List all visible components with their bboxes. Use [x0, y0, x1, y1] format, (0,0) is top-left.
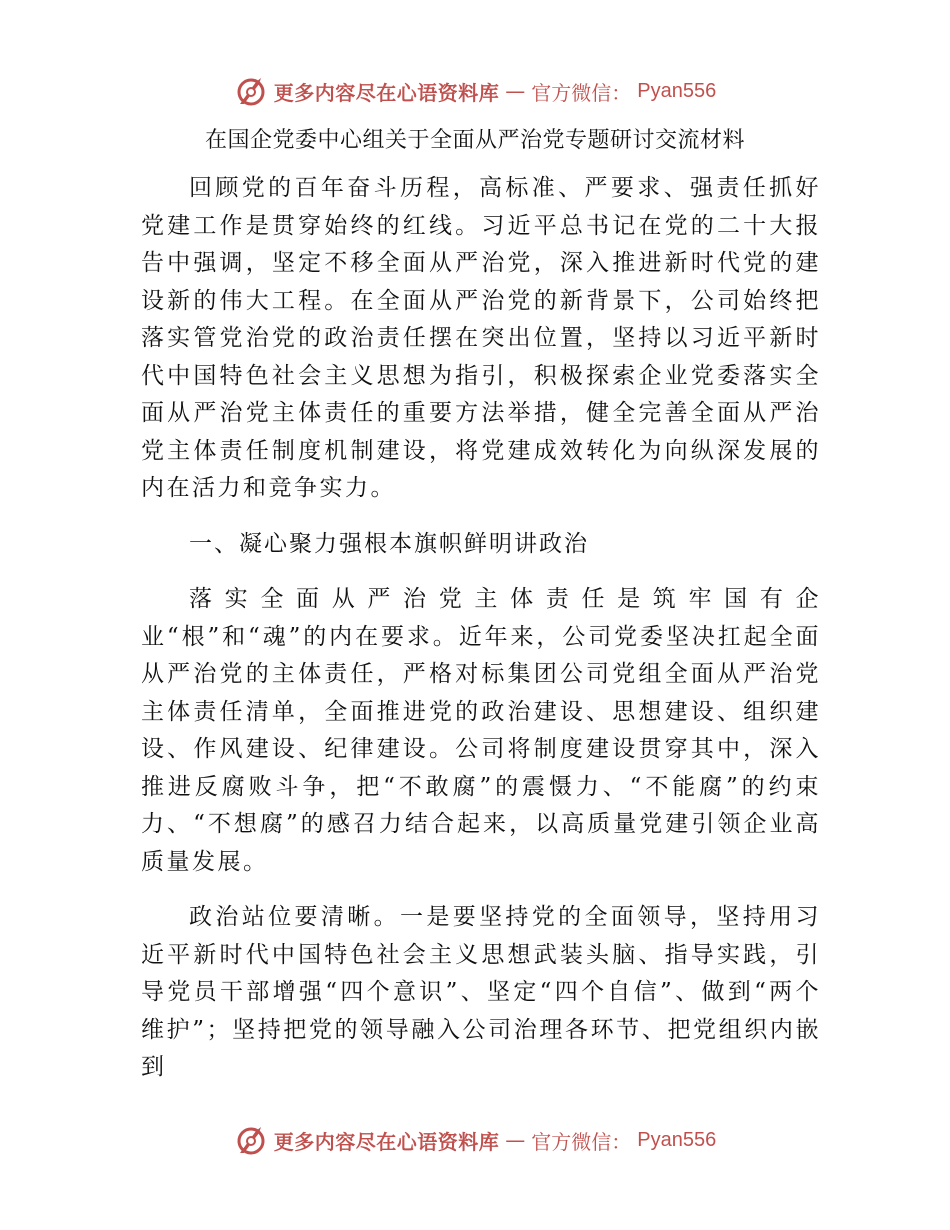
watermark-text: 更多内容尽在心语资料库	[273, 1129, 500, 1154]
footer-watermark	[0, 1120, 950, 1160]
watermark-text: 更多内容尽在心语资料库	[273, 80, 500, 105]
section-heading-1: 一、凝心聚力强根本旗帜鲜明讲政治	[189, 530, 589, 557]
watermark-label: 官方微信：	[531, 80, 632, 105]
header-watermark	[0, 71, 950, 111]
brush-logo-icon	[234, 1123, 268, 1157]
watermark-wechat-id: Pyan556	[637, 1128, 717, 1151]
brush-logo-icon	[234, 74, 268, 108]
paragraph-political-stance: 政治站位要清晰。一是要坚持党的全面领导，坚持用习近平新时代中国特色社会主义思想武装头脑、指导实践，引导党员干部增强“四个意识”、坚定“四个自信”、做到“两个维护”；坚持把党的领导融入公司治理各环节、把党组织内嵌到	[141, 904, 821, 1080]
watermark-wechat-id: Pyan556	[637, 79, 717, 102]
paragraph-intro: 回顾党的百年奋斗历程，高标准、严要求、强责任抓好党建工作是贯穿始终的红线。习近平总书记在党的二十大报告中强调，坚定不移全面从严治党，深入推进新时代党的建设新的伟大工程。在全面从严治党的新背景下，公司始终把落实管党治党的政治责任摆在突出位置，坚持以习近平新时代中国特色社会主义思想为指引，积极探索企业党委落实全面从严治党主体责任的重要方法举措，健全完善全面从严治党主体责任制度机制建设，将党建成效转化为向纵深发展的内在活力和竞争实力。	[141, 175, 821, 501]
watermark-group	[234, 1123, 716, 1157]
watermark-label: 官方微信：	[531, 1129, 632, 1154]
watermark-separator: —	[505, 1128, 526, 1152]
watermark-group	[234, 74, 716, 108]
watermark-separator: —	[505, 79, 526, 103]
document-title: 在国企党委中心组关于全面从严治党专题研讨交流材料	[204, 128, 745, 153]
document-body	[141, 170, 821, 1105]
paragraph-section-1: 落实全面从严治党主体责任是筑牢国有企业“根”和“魂”的内在要求。近年来，公司党委坚决扛起全面从严治党的主体责任，严格对标集团公司党组全面从严治党主体责任清单，全面推进党的政治建设、思想建设、组织建设、作风建设、纪律建设。公司将制度建设贯穿其中，深入推进反腐败斗争，把“不敢腐”的震慑力、“不能腐”的约束力、“不想腐”的感召力结合起来，以高质量党建引领企业高质量发展。	[141, 586, 821, 875]
